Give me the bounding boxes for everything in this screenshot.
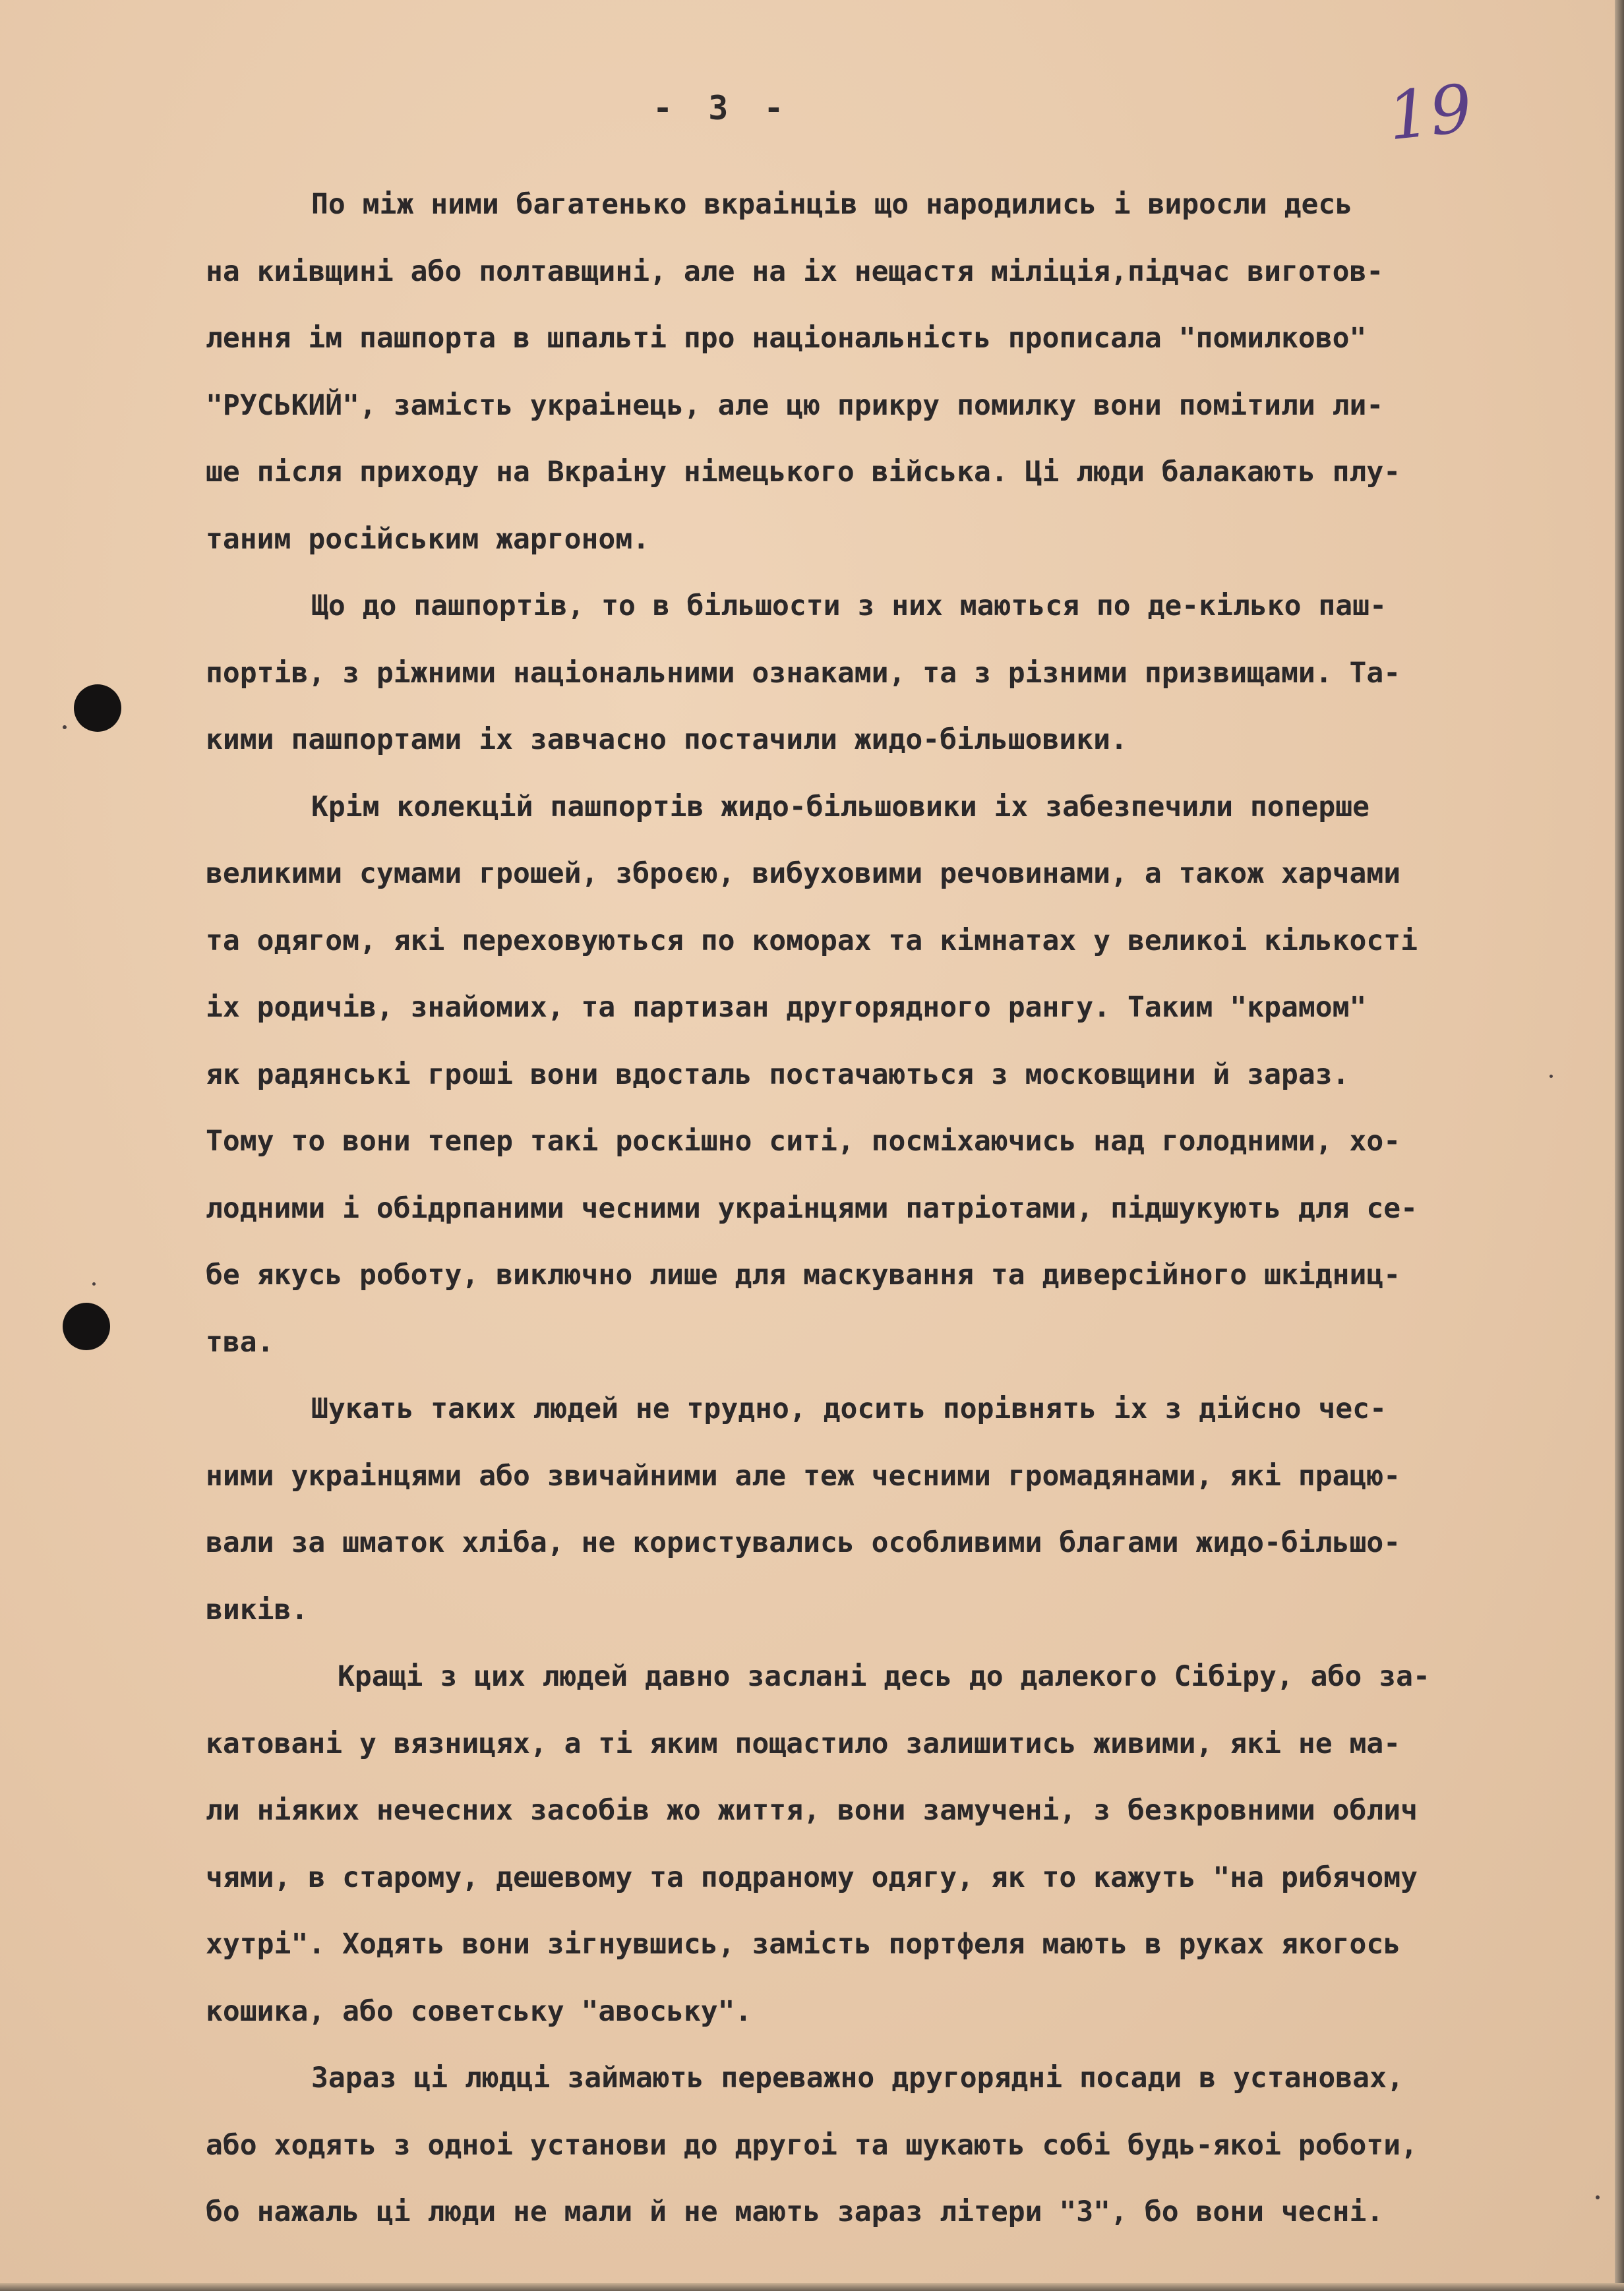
- text-line: Крім колекцій пашпортів жидо-більшовики іх забезпечили поперше: [311, 790, 1370, 823]
- text-line: іх родичів, знайомих, та партизан другорядного рангу. Таким "крамом": [206, 991, 1367, 1024]
- text-line: кими пашпортами іх завчасно постачили жидо-більшовики.: [206, 723, 1128, 756]
- text-line: великими сумами грошей, зброєю, вибуховими речовинами, а також харчами: [206, 857, 1401, 890]
- handwritten-folio-number: 19: [1384, 69, 1476, 156]
- text-line: Кращі з цих людей давно заслані десь до далекого Сібіру, або за-: [338, 1660, 1430, 1693]
- text-line: портів, з ріжними національними ознаками, та з різними призвищами. Та-: [206, 656, 1401, 690]
- text-line: По між ними багатенько вкраінців що народились і виросли десь: [311, 188, 1353, 221]
- text-line: ними украінцями або звичайними але теж чесними громадянами, які працю-: [206, 1459, 1401, 1493]
- text-line: чями, в старому, дешевому та подраному одягу, як то кажуть "на рибячому: [206, 1860, 1418, 1894]
- text-line: катовані у вязницях, а ті яким пощастило залишитись живими, які не ма-: [206, 1727, 1401, 1760]
- document-body: [206, 171, 1607, 2246]
- text-line: Що до пашпортів, то в більшости з них маються по де-кілько паш-: [311, 589, 1387, 622]
- text-line: ли ніяких нечесних засобів жо життя, вони замучені, з безкровними облич: [206, 1794, 1418, 1827]
- text-line: як радянські гроші вони вдосталь постачаються з московщини й зараз.: [206, 1057, 1350, 1091]
- punch-hole-icon: [63, 1303, 110, 1350]
- text-line: "РУСЬКИЙ", замість украінець, але цю прикру помилку вони помітили ли-: [206, 388, 1384, 422]
- text-line: Шукать таких людей не трудно, досить порівнять іх з дійсно чес-: [311, 1392, 1387, 1425]
- text-line: кошика, або советську "авоську".: [206, 1994, 752, 2028]
- page-bottom-edge: [0, 2283, 1624, 2291]
- text-line: таним російським жаргоном.: [206, 522, 650, 556]
- page-number: - 3 -: [653, 89, 792, 127]
- text-line: або ходять з одноі установи до другоі та шукають собі будь-якоі роботи,: [206, 2128, 1418, 2162]
- text-line: лодними і обідрпаними чесними украінцями патріотами, підшукують для се-: [206, 1191, 1418, 1225]
- page-edge-shadow: [1615, 0, 1624, 2291]
- text-line: та одягом, які переховуються по коморах та кімнатах у великоі кількості: [206, 924, 1418, 957]
- text-line: тва.: [206, 1325, 274, 1359]
- text-line: вали за шматок хліба, не користувались особливими благами жидо-більшо-: [206, 1526, 1401, 1559]
- text-line: хутрі". Ходять вони зігнувшись, замість портфеля мають в руках якогось: [206, 1928, 1401, 1961]
- text-line: на киівщині або полтавщині, але на іх нещастя міліція,підчас виготов-: [206, 254, 1384, 288]
- text-line: ше після приходу на Вкраіну німецького війська. Ці люди балакають плу-: [206, 456, 1401, 489]
- punch-hole-icon: [74, 684, 121, 732]
- text-line: бе якусь роботу, виключно лише для маскування та диверсійного шкідниц-: [206, 1259, 1401, 1292]
- text-line: Зараз ці людці займають переважно другорядні посади в установах,: [311, 2062, 1404, 2095]
- text-line: лення ім пашпорта в шпальті про національність прописала "помилково": [206, 322, 1367, 355]
- text-line: виків.: [206, 1593, 309, 1626]
- text-line: Тому то вони тепер такі роскішно ситі, посміхаючись над голодними, хо-: [206, 1125, 1401, 1158]
- text-line: бо нажаль ці люди не мали й не мають зараз літери "З", бо вони чесні.: [206, 2195, 1384, 2228]
